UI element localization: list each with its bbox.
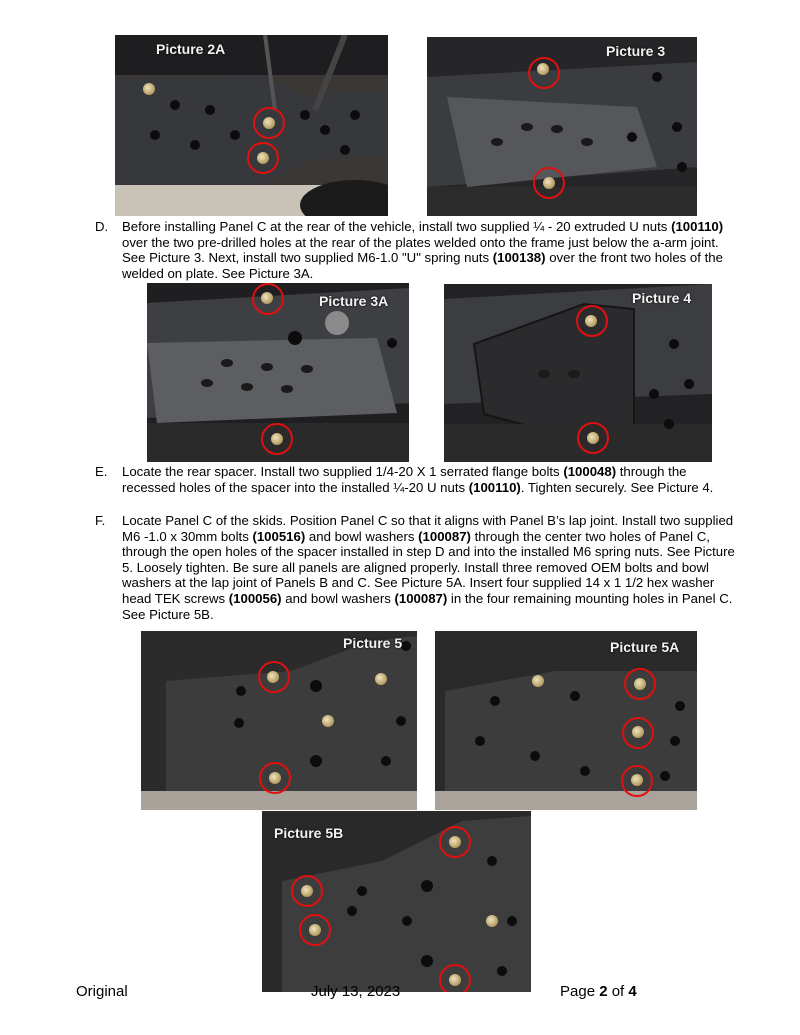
bolt-marker bbox=[532, 675, 544, 687]
part-number: (100110) bbox=[671, 219, 724, 234]
footer-date: July 13, 2023 bbox=[311, 983, 401, 1000]
caption-picture-3: Picture 3 bbox=[606, 43, 666, 59]
highlight-circle bbox=[576, 305, 608, 337]
step-d bbox=[95, 219, 735, 281]
page-total: 4 bbox=[628, 983, 637, 1000]
highlight-circle bbox=[621, 765, 653, 797]
step-text: over the front two holes of the welded on plate. See Picture 3A. bbox=[122, 250, 723, 281]
caption-picture-3a: Picture 3A bbox=[319, 293, 389, 309]
photo-picture-3 bbox=[427, 37, 697, 216]
step-letter: F. bbox=[95, 513, 106, 528]
photo-picture-5b bbox=[262, 811, 531, 992]
bolt-marker bbox=[322, 715, 334, 727]
caption-picture-5b: Picture 5B bbox=[274, 825, 344, 841]
photo-picture-2a bbox=[115, 35, 388, 216]
caption-picture-4: Picture 4 bbox=[632, 290, 692, 306]
highlight-circle bbox=[252, 283, 284, 315]
highlight-circle bbox=[247, 142, 279, 174]
bolt-marker bbox=[375, 673, 387, 685]
bolt-marker bbox=[143, 83, 155, 95]
part-number: (100516) bbox=[252, 528, 306, 544]
step-e-text bbox=[122, 464, 735, 495]
caption-picture-5: Picture 5 bbox=[343, 635, 403, 651]
highlight-circle bbox=[261, 423, 293, 455]
photo-5a-scene bbox=[435, 631, 697, 810]
step-text: Before installing Panel C at the rear of the vehicle, install two supplied ¼ - 20 extruded U nuts bbox=[122, 219, 672, 234]
part-number: (100048) bbox=[563, 464, 617, 479]
step-text: Locate the rear spacer. Install two supplied 1/4-20 X 1 serrated flange bolts bbox=[122, 464, 564, 479]
highlight-circle bbox=[259, 762, 291, 794]
photo-2a-scene bbox=[115, 35, 388, 216]
step-text: through the recessed holes of the spacer into the installed ¼-20 U nuts bbox=[122, 464, 687, 495]
highlight-circle bbox=[258, 661, 290, 693]
part-number: (100138) bbox=[492, 250, 546, 266]
photo-picture-5a bbox=[435, 631, 697, 810]
step-text: Locate Panel C of the skids. Position Panel C so that it aligns with Panel B’s lap joint. Install two supplied M6 -1.0 x 30mm bolts bbox=[122, 513, 734, 544]
part-number: (100087) bbox=[418, 528, 471, 544]
step-text: over the two pre-drilled holes at the rear of the plates welded onto the frame just below the a-arm joint. See Picture 3. Next, install two supplied M6-1.0 "U" spring nuts bbox=[122, 234, 719, 266]
step-f bbox=[95, 513, 735, 622]
step-e bbox=[95, 464, 735, 495]
step-text: and bowl washers bbox=[281, 590, 395, 606]
step-text: . Tighten securely. See Picture 4. bbox=[520, 479, 714, 495]
photo-picture-4 bbox=[444, 284, 712, 462]
page-current: 2 bbox=[599, 983, 608, 1000]
caption-picture-5a: Picture 5A bbox=[610, 639, 680, 655]
step-d-text bbox=[122, 219, 735, 281]
part-number: (100087) bbox=[394, 590, 448, 606]
highlight-circle bbox=[253, 107, 285, 139]
photo-picture-3a bbox=[147, 283, 409, 462]
bolt-marker bbox=[486, 915, 498, 927]
step-letter: D. bbox=[95, 219, 109, 234]
highlight-circle bbox=[439, 826, 471, 858]
page-separator: of bbox=[607, 983, 629, 1000]
footer-page-number bbox=[560, 983, 637, 1000]
step-text: and bowl washers bbox=[305, 528, 419, 544]
step-letter: E. bbox=[95, 464, 108, 479]
caption-picture-2a: Picture 2A bbox=[156, 41, 226, 57]
highlight-circle bbox=[439, 964, 471, 992]
page-prefix: Page bbox=[560, 983, 600, 1000]
footer-original-label: Original bbox=[76, 983, 128, 1000]
photo-picture-5 bbox=[141, 631, 417, 810]
highlight-circle bbox=[533, 167, 565, 199]
highlight-circle bbox=[528, 57, 560, 89]
highlight-circle bbox=[291, 875, 323, 907]
step-f-text bbox=[122, 513, 735, 622]
part-number: (100110) bbox=[468, 479, 521, 495]
highlight-circle bbox=[624, 668, 656, 700]
step-text: in the four remaining mounting holes in Panel C. See Picture 5B. bbox=[122, 590, 733, 622]
step-text: through the center two holes of Panel C, through the open holes of the spacer installed in step D and into the installed M6 spring nuts. See Picture 5. Loosely tighten. Be sure all panels are aligned properly. Install three removed OEM bolts and bowl washers at the lap joint of Panels B and C. See Picture 5A. Insert four supplied 14 x 1 1/2 hex washer head TEK screws bbox=[122, 528, 735, 606]
highlight-circle bbox=[622, 717, 654, 749]
highlight-circle bbox=[577, 422, 609, 454]
highlight-circle bbox=[299, 914, 331, 946]
part-number: (100056) bbox=[228, 590, 282, 606]
